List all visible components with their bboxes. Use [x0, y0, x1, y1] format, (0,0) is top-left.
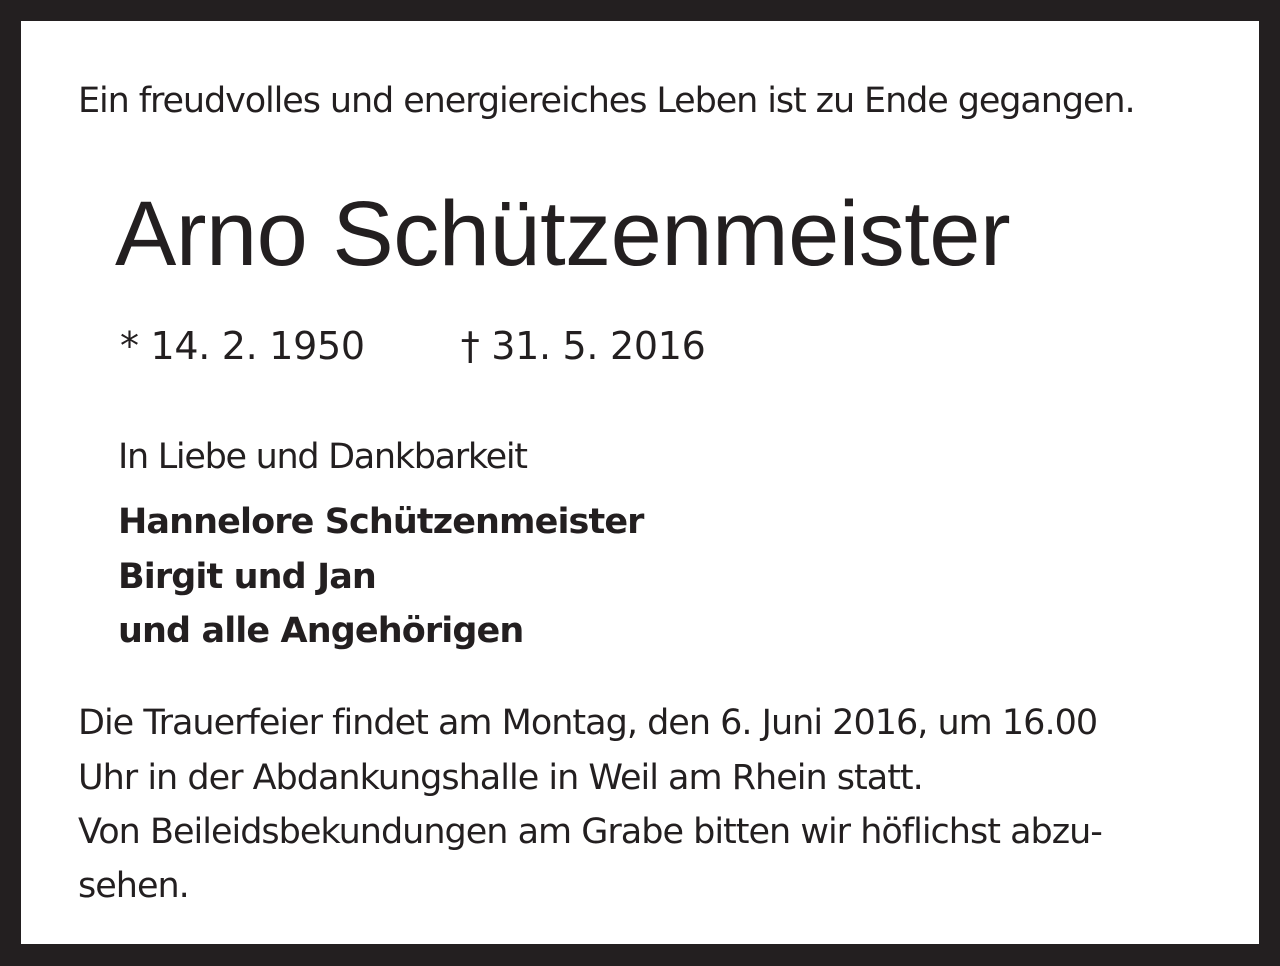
- deceased-name: Arno Schützenmeister: [115, 183, 1011, 285]
- service-info-line: Von Beileidsbekundungen am Grabe bitten wir höflichst abzu-: [78, 812, 1102, 852]
- death-date: † 31. 5. 2016: [460, 324, 706, 368]
- service-info-line: Die Trauerfeier findet am Montag, den 6. Juni 2016, um 16.00: [78, 703, 1098, 743]
- birth-date: * 14. 2. 1950: [120, 324, 365, 368]
- mourner-name: Birgit und Jan: [118, 557, 376, 597]
- dedication-text: In Liebe und Dankbarkeit: [118, 437, 527, 477]
- service-info-line: sehen.: [78, 866, 189, 906]
- mourner-name: und alle Angehörigen: [118, 611, 524, 651]
- intro-text: Ein freudvolles und energiereiches Leben ist zu Ende gegangen.: [78, 81, 1135, 121]
- life-dates: [120, 324, 706, 368]
- service-info-line: Uhr in der Abdankungshalle in Weil am Rhein statt.: [78, 758, 923, 798]
- mourner-name: Hannelore Schützenmeister: [118, 502, 644, 542]
